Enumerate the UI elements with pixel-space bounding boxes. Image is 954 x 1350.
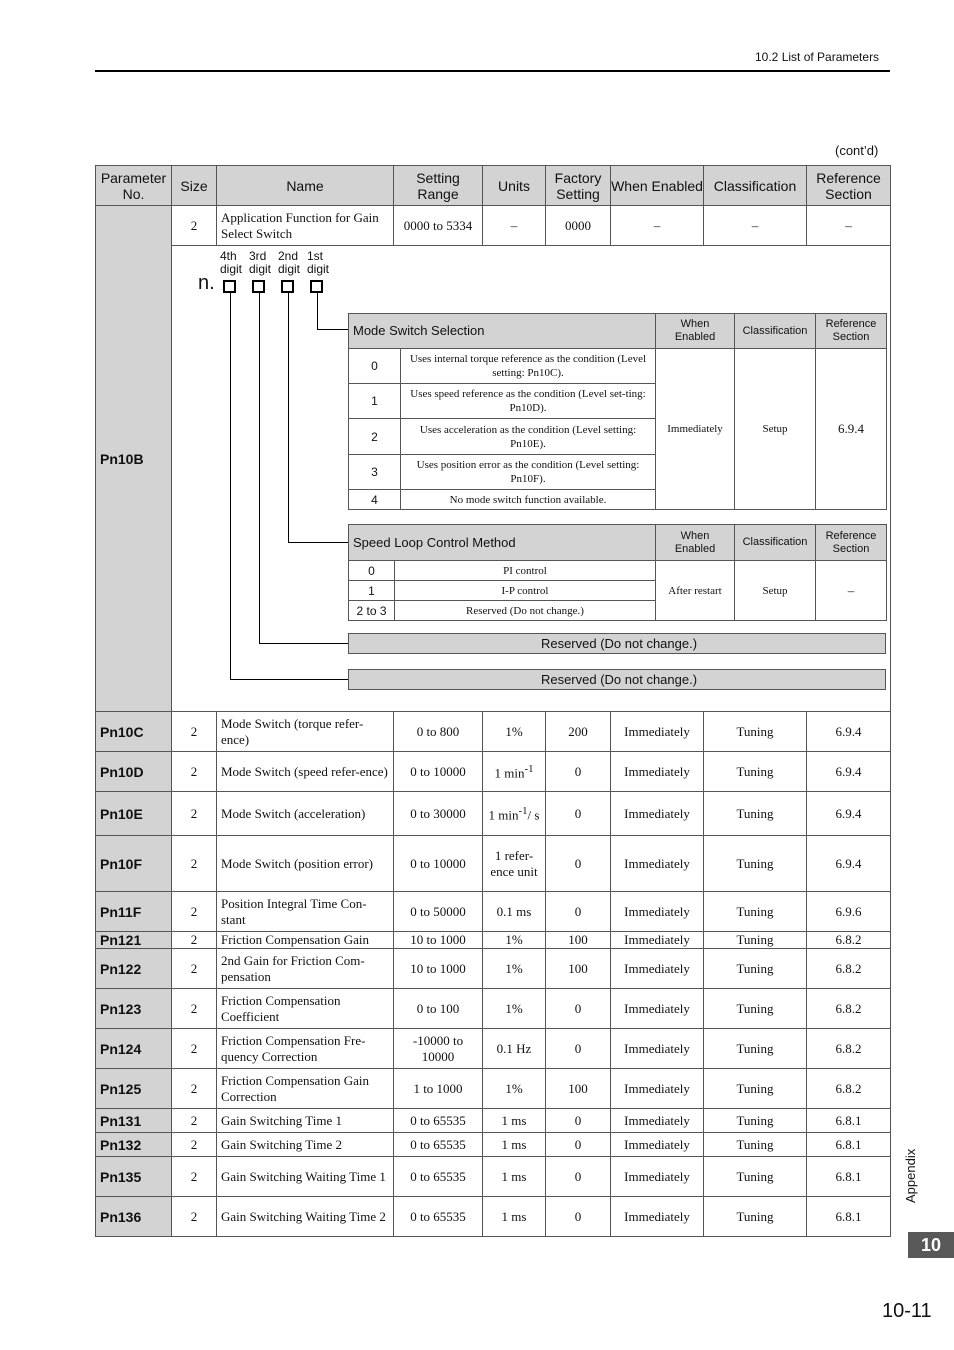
param-classification: Tuning (704, 949, 807, 989)
param-no: Pn10B (96, 206, 172, 712)
param-range: 10 to 1000 (394, 949, 483, 989)
param-enabled: Immediately (611, 836, 704, 892)
param-factory: 0 (546, 892, 611, 932)
param-enabled: Immediately (611, 792, 704, 836)
param-units: 1% (483, 932, 546, 949)
param-ref: 6.8.2 (807, 932, 891, 949)
param-no: Pn10C (96, 712, 172, 752)
speed-loop-desc: PI control (395, 561, 656, 581)
param-size: 2 (172, 1069, 217, 1109)
param-ref: 6.9.4 (807, 836, 891, 892)
param-size: 2 (172, 206, 217, 246)
param-no: Pn136 (96, 1197, 172, 1237)
param-no: Pn131 (96, 1109, 172, 1133)
param-no: Pn121 (96, 932, 172, 949)
param-range: 0000 to 5334 (394, 206, 483, 246)
param-no: Pn10E (96, 792, 172, 836)
param-classification: Tuning (704, 1069, 807, 1109)
param-enabled: Immediately (611, 752, 704, 792)
param-units: 1 ms (483, 1197, 546, 1237)
param-classification: Tuning (704, 752, 807, 792)
param-classification: Tuning (704, 1109, 807, 1133)
param-units: 1% (483, 1069, 546, 1109)
param-factory: 200 (546, 712, 611, 752)
speed-loop-desc: Reserved (Do not change.) (395, 601, 656, 621)
connector-3rd (259, 293, 260, 644)
param-range: 0 to 65535 (394, 1133, 483, 1157)
parameter-table (95, 165, 891, 1237)
col-header-parameter-no: Parameter No. (96, 166, 172, 206)
mode-switch-enabled: Immediately (656, 349, 735, 510)
param-classification: Tuning (704, 989, 807, 1029)
mode-switch-desc: Uses speed reference as the condition (Level set-ting: Pn10D). (401, 384, 656, 419)
param-factory: 100 (546, 932, 611, 949)
param-factory: 0 (546, 1197, 611, 1237)
param-factory: 0 (546, 836, 611, 892)
table-row (96, 712, 891, 752)
header-rule (95, 70, 890, 72)
table-row (96, 1109, 891, 1133)
param-classification: Tuning (704, 1197, 807, 1237)
param-range: 0 to 65535 (394, 1157, 483, 1197)
mode-switch-value: 0 (349, 349, 401, 384)
param-name: Gain Switching Waiting Time 1 (217, 1157, 394, 1197)
param-factory: 0 (546, 989, 611, 1029)
page-number: 10-11 (882, 1300, 932, 1322)
digit-box-3rd (252, 280, 265, 293)
mode-switch-desc: Uses position error as the condition (Level setting: Pn10F). (401, 455, 656, 490)
param-no: Pn132 (96, 1133, 172, 1157)
param-name: Application Function for Gain Select Switch (217, 206, 394, 246)
param-range: 0 to 10000 (394, 752, 483, 792)
param-name: Mode Switch (position error) (217, 836, 394, 892)
param-ref: 6.9.4 (807, 752, 891, 792)
param-factory: 100 (546, 1069, 611, 1109)
param-name: Friction Compensation Coefficient (217, 989, 394, 1029)
param-name: Gain Switching Time 1 (217, 1109, 394, 1133)
reserved-4th-digit: Reserved (Do not change.) (348, 669, 886, 690)
param-size: 2 (172, 1133, 217, 1157)
param-enabled: Immediately (611, 1029, 704, 1069)
param-factory: 0 (546, 792, 611, 836)
param-no: Pn123 (96, 989, 172, 1029)
mode-switch-desc: Uses internal torque reference as the condition (Level setting: Pn10C). (401, 349, 656, 384)
param-size: 2 (172, 836, 217, 892)
mode-switch-hdr-ref: Reference Section (816, 314, 887, 349)
param-name: Position Integral Time Con-stant (217, 892, 394, 932)
table-row (96, 836, 891, 892)
param-units: 1 ms (483, 1109, 546, 1133)
table-row (96, 989, 891, 1029)
param-enabled: Immediately (611, 1157, 704, 1197)
param-enabled: Immediately (611, 1069, 704, 1109)
connector-1st (317, 293, 318, 330)
speed-loop-class: Setup (735, 561, 816, 621)
param-no: Pn125 (96, 1069, 172, 1109)
digit-box-1st (310, 280, 323, 293)
param-range: 0 to 65535 (394, 1109, 483, 1133)
param-classification: Tuning (704, 892, 807, 932)
param-units: 1 ms (483, 1133, 546, 1157)
param-factory: 0 (546, 752, 611, 792)
param-ref: 6.8.2 (807, 949, 891, 989)
col-header-classification: Classification (704, 166, 807, 206)
digit-box-4th (223, 280, 236, 293)
speed-loop-ref: – (816, 561, 887, 621)
param-units: 1% (483, 712, 546, 752)
param-classification: – (704, 206, 807, 246)
param-factory: 0 (546, 1029, 611, 1069)
param-ref: 6.9.4 (807, 792, 891, 836)
param-enabled: – (611, 206, 704, 246)
col-header-when-enabled: When Enabled (611, 166, 704, 206)
mode-switch-value: 2 (349, 419, 401, 455)
connector-2nd (288, 293, 289, 543)
param-units: – (483, 206, 546, 246)
reserved-3rd-digit: Reserved (Do not change.) (348, 633, 886, 654)
param-enabled: Immediately (611, 949, 704, 989)
param-range: 0 to 30000 (394, 792, 483, 836)
param-units: 1% (483, 949, 546, 989)
digit-label-4th: 4th digit (220, 249, 243, 276)
param-range: 0 to 65535 (394, 1197, 483, 1237)
mode-switch-class: Setup (735, 349, 816, 510)
param-no: Pn135 (96, 1157, 172, 1197)
mode-switch-value: 3 (349, 455, 401, 490)
n-prefix: n. (198, 272, 215, 294)
speed-loop-desc: I-P control (395, 581, 656, 601)
speed-loop-enabled: After restart (656, 561, 735, 621)
param-factory: 0 (546, 1133, 611, 1157)
param-name: Gain Switching Waiting Time 2 (217, 1197, 394, 1237)
table-row (96, 752, 891, 792)
param-range: -10000 to 10000 (394, 1029, 483, 1069)
param-classification: Tuning (704, 836, 807, 892)
mode-switch-value: 4 (349, 490, 401, 510)
speed-loop-hdr-class: Classification (735, 525, 816, 561)
table-row (96, 892, 891, 932)
connector-4th-h (230, 679, 348, 680)
param-size: 2 (172, 932, 217, 949)
table-row (96, 1197, 891, 1237)
param-name: Mode Switch (speed refer-ence) (217, 752, 394, 792)
param-ref: – (807, 206, 891, 246)
digit-label-1st: 1st digit (307, 249, 330, 276)
mode-switch-desc: Uses acceleration as the condition (Level setting: Pn10E). (401, 419, 656, 455)
param-no: Pn124 (96, 1029, 172, 1069)
table-row (96, 1133, 891, 1157)
speed-loop-value: 2 to 3 (349, 601, 395, 621)
unit-exponent: -1 (518, 805, 528, 818)
mode-switch-hdr-class: Classification (735, 314, 816, 349)
table-row-pn10b-detail (96, 246, 891, 712)
chapter-tab: 10 (908, 1232, 954, 1258)
mode-switch-title: Mode Switch Selection (349, 314, 656, 349)
speed-loop-value: 0 (349, 561, 395, 581)
table-row (96, 949, 891, 989)
mode-switch-value: 1 (349, 384, 401, 419)
param-size: 2 (172, 1197, 217, 1237)
table-header-row (96, 166, 891, 206)
param-enabled: Immediately (611, 932, 704, 949)
param-no: Pn122 (96, 949, 172, 989)
param-factory: 0000 (546, 206, 611, 246)
param-classification: Tuning (704, 1157, 807, 1197)
speed-loop-value: 1 (349, 581, 395, 601)
param-name: Friction Compensation Gain (217, 932, 394, 949)
mode-switch-ref: 6.9.4 (816, 349, 887, 510)
param-range: 0 to 10000 (394, 836, 483, 892)
param-enabled: Immediately (611, 1133, 704, 1157)
param-enabled: Immediately (611, 1197, 704, 1237)
param-name: Friction Compensation Fre-quency Correction (217, 1029, 394, 1069)
digit-diagram-cell (172, 246, 891, 712)
digit-label-2nd: 2nd digit (278, 249, 301, 276)
param-factory: 0 (546, 1157, 611, 1197)
param-size: 2 (172, 752, 217, 792)
connector-4th (230, 293, 231, 680)
param-size: 2 (172, 1109, 217, 1133)
param-name: Friction Compensation Gain Correction (217, 1069, 394, 1109)
param-range: 0 to 50000 (394, 892, 483, 932)
param-no: Pn11F (96, 892, 172, 932)
param-units: 1 refer-ence unit (483, 836, 546, 892)
param-ref: 6.8.2 (807, 1069, 891, 1109)
table-row (96, 1157, 891, 1197)
digit-diagram (172, 246, 890, 711)
col-header-name: Name (217, 166, 394, 206)
param-size: 2 (172, 1029, 217, 1069)
param-name: 2nd Gain for Friction Com-pensation (217, 949, 394, 989)
table-row (96, 792, 891, 836)
param-size: 2 (172, 712, 217, 752)
param-name: Gain Switching Time 2 (217, 1133, 394, 1157)
param-units: 1 ms (483, 1157, 546, 1197)
connector-3rd-h (259, 643, 348, 644)
param-enabled: Immediately (611, 712, 704, 752)
col-header-size: Size (172, 166, 217, 206)
connector-1st-h (317, 329, 348, 330)
param-classification: Tuning (704, 932, 807, 949)
param-size: 2 (172, 892, 217, 932)
param-units: 0.1 Hz (483, 1029, 546, 1069)
continued-label: (cont’d) (835, 143, 879, 158)
unit-exponent: -1 (524, 763, 534, 776)
param-enabled: Immediately (611, 892, 704, 932)
param-classification: Tuning (704, 712, 807, 752)
param-ref: 6.8.1 (807, 1157, 891, 1197)
param-size: 2 (172, 1157, 217, 1197)
param-no: Pn10D (96, 752, 172, 792)
col-header-factory-setting: Factory Setting (546, 166, 611, 206)
col-header-setting-range: Setting Range (394, 166, 483, 206)
table-row (96, 1029, 891, 1069)
param-range: 0 to 100 (394, 989, 483, 1029)
speed-loop-hdr-ref: Reference Section (816, 525, 887, 561)
param-factory: 0 (546, 1109, 611, 1133)
mode-switch-table (348, 313, 887, 510)
digit-label-3rd: 3rd digit (249, 249, 272, 276)
param-ref: 6.8.1 (807, 1197, 891, 1237)
col-header-reference-section: Reference Section (807, 166, 891, 206)
param-units: 1 $\min^{-1}/$ s (483, 792, 546, 836)
table-row-pn10b (96, 206, 891, 246)
param-factory: 100 (546, 949, 611, 989)
table-row (96, 932, 891, 949)
param-no: Pn10F (96, 836, 172, 892)
speed-loop-hdr-enabled: When Enabled (656, 525, 735, 561)
param-enabled: Immediately (611, 989, 704, 1029)
digit-box-2nd (281, 280, 294, 293)
mode-switch-hdr-enabled: When Enabled (656, 314, 735, 349)
param-name: Mode Switch (acceleration) (217, 792, 394, 836)
param-range: 10 to 1000 (394, 932, 483, 949)
param-name: Mode Switch (torque refer-ence) (217, 712, 394, 752)
col-header-units: Units (483, 166, 546, 206)
param-classification: Tuning (704, 1029, 807, 1069)
param-range: 0 to 800 (394, 712, 483, 752)
param-ref: 6.9.4 (807, 712, 891, 752)
table-row (96, 1069, 891, 1109)
param-range: 1 to 1000 (394, 1069, 483, 1109)
param-units: 1 $\min^{-1}$ (483, 752, 546, 792)
param-ref: 6.8.1 (807, 1133, 891, 1157)
speed-loop-table (348, 524, 887, 621)
side-label: Appendix (903, 1148, 918, 1203)
running-header: 10.2 List of Parameters (755, 50, 880, 64)
param-ref: 6.8.1 (807, 1109, 891, 1133)
speed-loop-title: Speed Loop Control Method (349, 525, 656, 561)
mode-switch-desc: No mode switch function available. (401, 490, 656, 510)
param-classification: Tuning (704, 792, 807, 836)
param-units: 0.1 ms (483, 892, 546, 932)
param-size: 2 (172, 989, 217, 1029)
param-units: 1% (483, 989, 546, 1029)
param-size: 2 (172, 792, 217, 836)
param-ref: 6.9.6 (807, 892, 891, 932)
param-ref: 6.8.2 (807, 989, 891, 1029)
connector-2nd-h (288, 542, 348, 543)
param-enabled: Immediately (611, 1109, 704, 1133)
param-size: 2 (172, 949, 217, 989)
param-classification: Tuning (704, 1133, 807, 1157)
param-ref: 6.8.2 (807, 1029, 891, 1069)
